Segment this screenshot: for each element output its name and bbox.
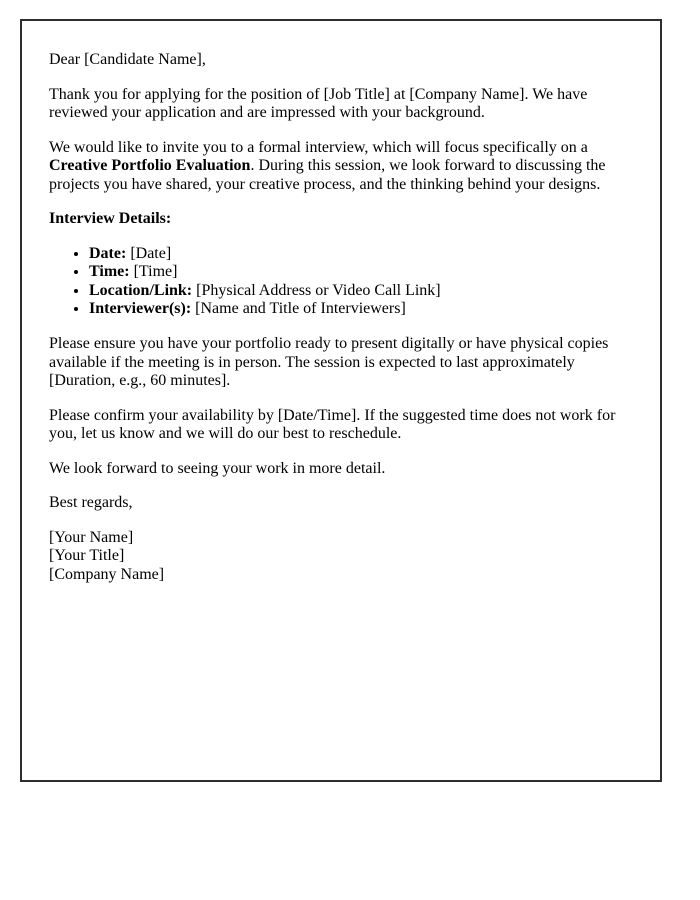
detail-label-interviewers: Interviewer(s): <box>89 300 192 318</box>
detail-value-location: [Physical Address or Video Call Link] <box>196 281 441 299</box>
invitation-paragraph <box>49 139 633 195</box>
detail-item-time <box>89 263 633 282</box>
look-forward-paragraph: We look forward to seeing your work in more detail. <box>49 459 386 477</box>
detail-value-interviewers: [Name and Title of Interviewers] <box>195 300 406 318</box>
closing-line: Best regards, <box>49 494 133 512</box>
signature-name: [Your Name] <box>49 528 134 546</box>
letter-document <box>20 19 662 782</box>
invitation-bold-phrase: Creative Portfolio Evaluation <box>49 157 251 175</box>
detail-item-date <box>89 245 633 264</box>
confirm-availability-paragraph: Please confirm your availability by [Date/Time]. If the suggested time does not work for you, let us know and we will do our best to reschedule. <box>49 406 616 443</box>
signature-block <box>49 529 633 585</box>
signature-title: [Your Title] <box>49 547 125 565</box>
detail-value-date: [Date] <box>130 244 172 262</box>
detail-value-time: [Time] <box>133 263 178 281</box>
invitation-text-post: . During this session, we look forward to discussing the projects you have shared, your creative process, and the thinking behind your designs. <box>49 157 606 193</box>
greeting-line: Dear [Candidate Name], <box>49 51 206 68</box>
invitation-text-pre: We would like to invite you to a formal interview, which will focus specifically on a <box>49 138 588 156</box>
detail-label-date: Date: <box>89 244 127 262</box>
interview-details-heading: Interview Details: <box>49 210 172 228</box>
detail-item-interviewers <box>89 300 633 319</box>
detail-label-time: Time: <box>89 263 130 281</box>
signature-company: [Company Name] <box>49 565 165 583</box>
interview-details-list <box>49 245 633 319</box>
portfolio-instructions-paragraph: Please ensure you have your portfolio ready to present digitally or have physical copies available if the meeting is in person. The session is expected to last approximately [Duration, e.g., 60 minutes]. <box>49 335 609 390</box>
detail-label-location: Location/Link: <box>89 281 193 299</box>
intro-paragraph: Thank you for applying for the position of [Job Title] at [Company Name]. We have reviewed your application and are impressed with your background. <box>49 85 588 122</box>
detail-item-location <box>89 282 633 301</box>
